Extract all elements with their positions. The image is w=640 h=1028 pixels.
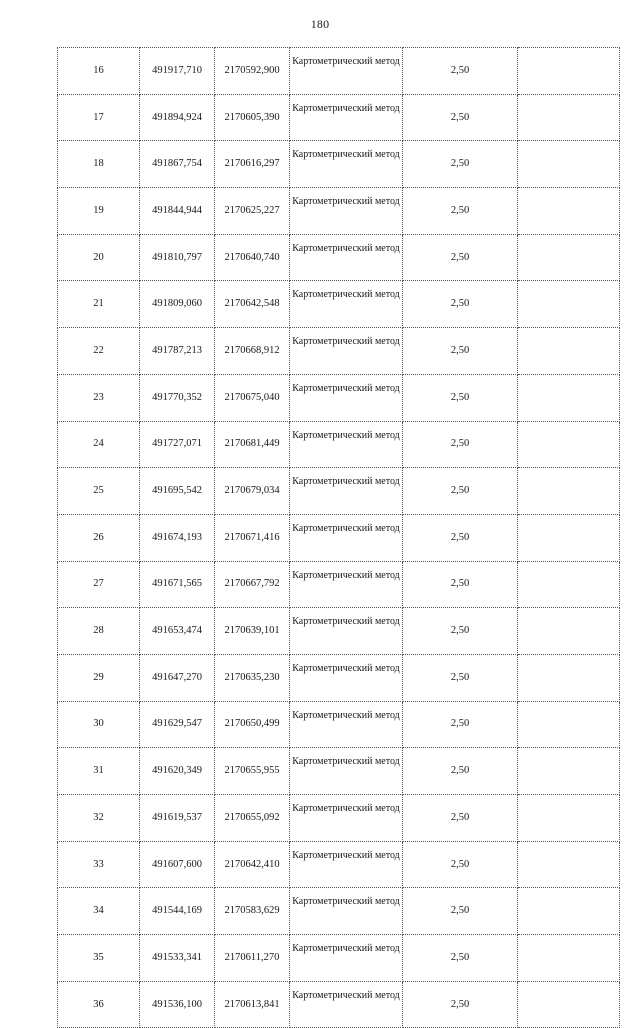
point-number-cell: 16 xyxy=(58,48,140,95)
note-cell xyxy=(518,421,620,468)
point-number-cell: 22 xyxy=(58,328,140,375)
accuracy-cell: 2,50 xyxy=(403,48,518,95)
accuracy-cell: 2,50 xyxy=(403,281,518,328)
method-cell: Картометрический метод xyxy=(290,888,403,935)
table-row xyxy=(58,888,620,935)
table-row xyxy=(58,701,620,748)
x-coordinate-cell: 491653,474 xyxy=(140,608,215,655)
note-cell xyxy=(518,188,620,235)
note-cell xyxy=(518,514,620,561)
point-number-cell: 35 xyxy=(58,935,140,982)
note-cell xyxy=(518,935,620,982)
point-number-cell: 34 xyxy=(58,888,140,935)
method-cell: Картометрический метод xyxy=(290,374,403,421)
x-coordinate-cell: 491607,600 xyxy=(140,841,215,888)
accuracy-cell: 2,50 xyxy=(403,795,518,842)
note-cell xyxy=(518,234,620,281)
method-cell: Картометрический метод xyxy=(290,468,403,515)
table-row xyxy=(58,514,620,561)
point-number-cell: 33 xyxy=(58,841,140,888)
method-cell: Картометрический метод xyxy=(290,795,403,842)
table-row xyxy=(58,141,620,188)
method-cell: Картометрический метод xyxy=(290,841,403,888)
y-coordinate-cell: 2170592,900 xyxy=(215,48,290,95)
table-row xyxy=(58,561,620,608)
y-coordinate-cell: 2170640,740 xyxy=(215,234,290,281)
method-cell: Картометрический метод xyxy=(290,141,403,188)
table-row xyxy=(58,281,620,328)
table-row xyxy=(58,654,620,701)
table-row xyxy=(58,374,620,421)
x-coordinate-cell: 491647,270 xyxy=(140,654,215,701)
x-coordinate-cell: 491536,100 xyxy=(140,981,215,1028)
point-number-cell: 17 xyxy=(58,94,140,141)
x-coordinate-cell: 491619,537 xyxy=(140,795,215,842)
point-number-cell: 18 xyxy=(58,141,140,188)
table-row xyxy=(58,748,620,795)
table-row xyxy=(58,468,620,515)
accuracy-cell: 2,50 xyxy=(403,654,518,701)
x-coordinate-cell: 491770,352 xyxy=(140,374,215,421)
y-coordinate-cell: 2170625,227 xyxy=(215,188,290,235)
y-coordinate-cell: 2170583,629 xyxy=(215,888,290,935)
point-number-cell: 23 xyxy=(58,374,140,421)
y-coordinate-cell: 2170616,297 xyxy=(215,141,290,188)
table-row xyxy=(58,234,620,281)
y-coordinate-cell: 2170642,410 xyxy=(215,841,290,888)
x-coordinate-cell: 491867,754 xyxy=(140,141,215,188)
accuracy-cell: 2,50 xyxy=(403,701,518,748)
method-cell: Картометрический метод xyxy=(290,701,403,748)
accuracy-cell: 2,50 xyxy=(403,841,518,888)
point-number-cell: 21 xyxy=(58,281,140,328)
y-coordinate-cell: 2170635,230 xyxy=(215,654,290,701)
coordinates-table-body xyxy=(58,48,620,1028)
accuracy-cell: 2,50 xyxy=(403,328,518,375)
y-coordinate-cell: 2170605,390 xyxy=(215,94,290,141)
point-number-cell: 28 xyxy=(58,608,140,655)
point-number-cell: 27 xyxy=(58,561,140,608)
accuracy-cell: 2,50 xyxy=(403,561,518,608)
y-coordinate-cell: 2170679,034 xyxy=(215,468,290,515)
accuracy-cell: 2,50 xyxy=(403,981,518,1028)
point-number-cell: 24 xyxy=(58,421,140,468)
method-cell: Картометрический метод xyxy=(290,328,403,375)
y-coordinate-cell: 2170668,912 xyxy=(215,328,290,375)
table-row xyxy=(58,421,620,468)
page-number: 180 xyxy=(310,17,330,31)
y-coordinate-cell: 2170671,416 xyxy=(215,514,290,561)
x-coordinate-cell: 491620,349 xyxy=(140,748,215,795)
y-coordinate-cell: 2170611,270 xyxy=(215,935,290,982)
point-number-cell: 20 xyxy=(58,234,140,281)
table-row xyxy=(58,935,620,982)
note-cell xyxy=(518,281,620,328)
note-cell xyxy=(518,468,620,515)
y-coordinate-cell: 2170667,792 xyxy=(215,561,290,608)
y-coordinate-cell: 2170613,841 xyxy=(215,981,290,1028)
accuracy-cell: 2,50 xyxy=(403,514,518,561)
method-cell: Картометрический метод xyxy=(290,935,403,982)
table-row xyxy=(58,981,620,1028)
accuracy-cell: 2,50 xyxy=(403,374,518,421)
note-cell xyxy=(518,981,620,1028)
method-cell: Картометрический метод xyxy=(290,561,403,608)
y-coordinate-cell: 2170639,101 xyxy=(215,608,290,655)
method-cell: Картометрический метод xyxy=(290,94,403,141)
point-number-cell: 36 xyxy=(58,981,140,1028)
note-cell xyxy=(518,48,620,95)
y-coordinate-cell: 2170681,449 xyxy=(215,421,290,468)
table-row xyxy=(58,608,620,655)
note-cell xyxy=(518,795,620,842)
x-coordinate-cell: 491809,060 xyxy=(140,281,215,328)
accuracy-cell: 2,50 xyxy=(403,188,518,235)
point-number-cell: 31 xyxy=(58,748,140,795)
accuracy-cell: 2,50 xyxy=(403,608,518,655)
table-row xyxy=(58,188,620,235)
x-coordinate-cell: 491674,193 xyxy=(140,514,215,561)
y-coordinate-cell: 2170655,092 xyxy=(215,795,290,842)
note-cell xyxy=(518,561,620,608)
method-cell: Картометрический метод xyxy=(290,748,403,795)
x-coordinate-cell: 491787,213 xyxy=(140,328,215,375)
y-coordinate-cell: 2170655,955 xyxy=(215,748,290,795)
note-cell xyxy=(518,608,620,655)
y-coordinate-cell: 2170650,499 xyxy=(215,701,290,748)
x-coordinate-cell: 491544,169 xyxy=(140,888,215,935)
x-coordinate-cell: 491533,341 xyxy=(140,935,215,982)
x-coordinate-cell: 491894,924 xyxy=(140,94,215,141)
accuracy-cell: 2,50 xyxy=(403,141,518,188)
method-cell: Картометрический метод xyxy=(290,608,403,655)
accuracy-cell: 2,50 xyxy=(403,935,518,982)
table-row xyxy=(58,795,620,842)
x-coordinate-cell: 491844,944 xyxy=(140,188,215,235)
y-coordinate-cell: 2170675,040 xyxy=(215,374,290,421)
x-coordinate-cell: 491810,797 xyxy=(140,234,215,281)
note-cell xyxy=(518,748,620,795)
note-cell xyxy=(518,141,620,188)
note-cell xyxy=(518,374,620,421)
x-coordinate-cell: 491917,710 xyxy=(140,48,215,95)
accuracy-cell: 2,50 xyxy=(403,748,518,795)
x-coordinate-cell: 491727,071 xyxy=(140,421,215,468)
method-cell: Картометрический метод xyxy=(290,48,403,95)
method-cell: Картометрический метод xyxy=(290,234,403,281)
accuracy-cell: 2,50 xyxy=(403,468,518,515)
y-coordinate-cell: 2170642,548 xyxy=(215,281,290,328)
accuracy-cell: 2,50 xyxy=(403,888,518,935)
method-cell: Картометрический метод xyxy=(290,514,403,561)
method-cell: Картометрический метод xyxy=(290,281,403,328)
accuracy-cell: 2,50 xyxy=(403,421,518,468)
note-cell xyxy=(518,841,620,888)
point-number-cell: 26 xyxy=(58,514,140,561)
point-number-cell: 29 xyxy=(58,654,140,701)
method-cell: Картометрический метод xyxy=(290,981,403,1028)
note-cell xyxy=(518,654,620,701)
method-cell: Картометрический метод xyxy=(290,654,403,701)
table-row xyxy=(58,328,620,375)
method-cell: Картометрический метод xyxy=(290,188,403,235)
table-row xyxy=(58,48,620,95)
x-coordinate-cell: 491695,542 xyxy=(140,468,215,515)
coordinates-table xyxy=(57,47,620,1028)
table-row xyxy=(58,841,620,888)
point-number-cell: 19 xyxy=(58,188,140,235)
note-cell xyxy=(518,701,620,748)
table-row xyxy=(58,94,620,141)
method-cell: Картометрический метод xyxy=(290,421,403,468)
note-cell xyxy=(518,94,620,141)
accuracy-cell: 2,50 xyxy=(403,94,518,141)
accuracy-cell: 2,50 xyxy=(403,234,518,281)
note-cell xyxy=(518,888,620,935)
x-coordinate-cell: 491671,565 xyxy=(140,561,215,608)
point-number-cell: 30 xyxy=(58,701,140,748)
point-number-cell: 32 xyxy=(58,795,140,842)
x-coordinate-cell: 491629,547 xyxy=(140,701,215,748)
note-cell xyxy=(518,328,620,375)
point-number-cell: 25 xyxy=(58,468,140,515)
